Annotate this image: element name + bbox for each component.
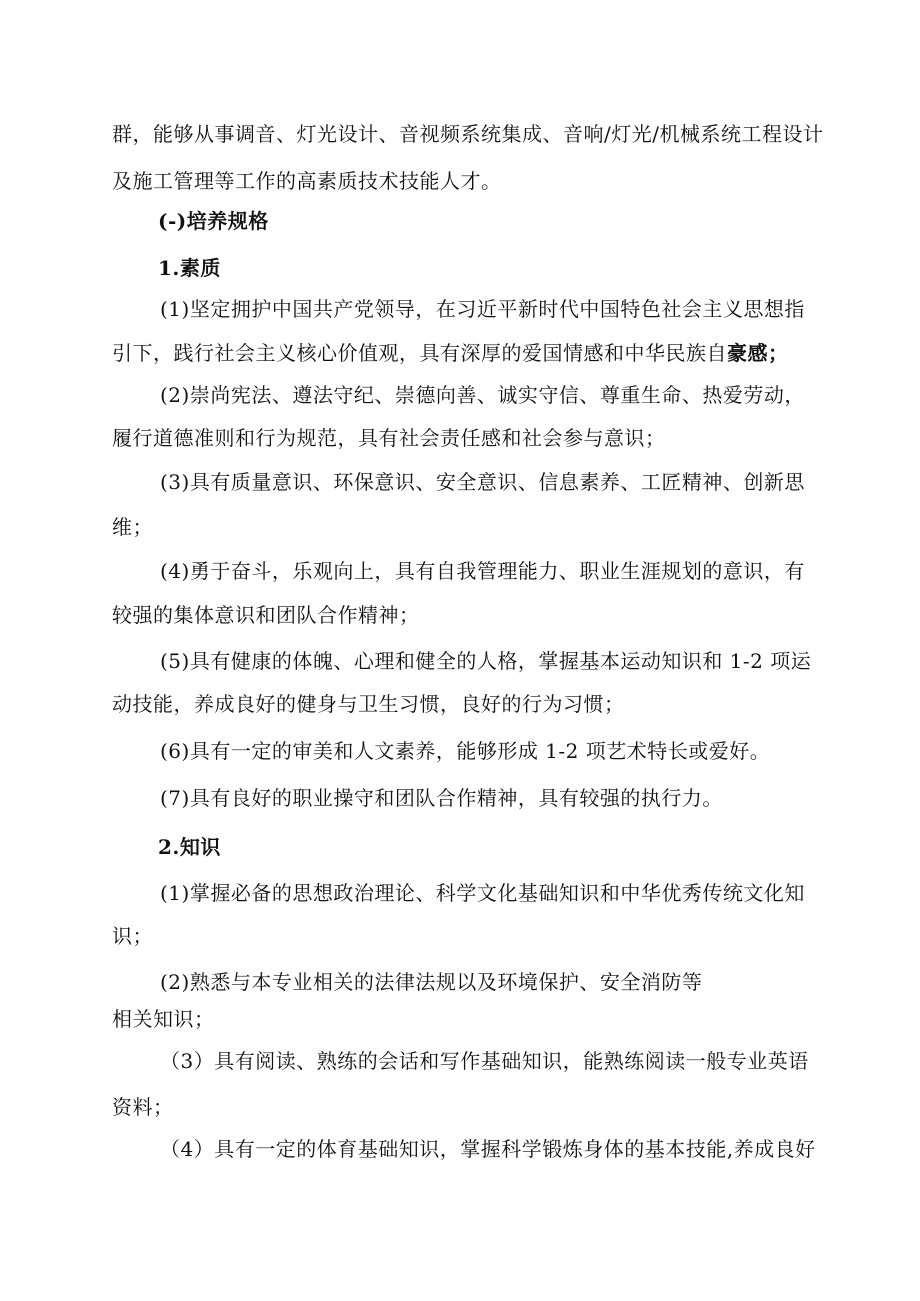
suzhi-item-4-line-2: 较强的集体意识和团队合作精神；: [112, 603, 420, 627]
section-title: (-)培养规格: [158, 209, 269, 233]
suzhi-item-5-line-1: (5)具有健康的体魄、心理和健全的人格，掌握基本运动知识和 1-2 项运: [160, 649, 812, 673]
suzhi-item-4-line-1: (4)勇于奋斗，乐观向上，具有自我管理能力、职业生涯规划的意识，有: [160, 559, 805, 583]
suzhi-item-2-line-2: 履行道德准则和行为规范，具有社会责任感和社会参与意识；: [112, 426, 666, 450]
suzhi-item-1-line-2-text: 引下，践行社会主义核心价值观，具有深厚的爱国情感和中华民族自: [112, 341, 727, 365]
zhishi-item-2-line-2: 相关知识；: [112, 1007, 215, 1031]
suzhi-heading: 1.素质: [158, 256, 221, 280]
zhishi-item-3-line-1: （3）具有阅读、熟练的会话和写作基础知识，能熟练阅读一般专业英语: [160, 1049, 809, 1073]
suzhi-item-6-line-1: (6)具有一定的审美和人文素养，能够形成 1-2 项艺术特长或爱好。: [160, 739, 771, 763]
zhishi-item-1-line-2: 识；: [112, 924, 153, 948]
suzhi-item-1-line-2-bold: 豪感；: [727, 341, 789, 365]
suzhi-item-1-line-1: (1)坚定拥护中国共产党领导，在习近平新时代中国特色社会主义思想指: [160, 297, 805, 321]
intro-line-2: 及施工管理等工作的高素质技术技能人才。: [112, 169, 502, 193]
zhishi-heading: 2.知识: [158, 835, 221, 859]
suzhi-item-5-line-2: 动技能，养成良好的健身与卫生习惯，良好的行为习惯；: [112, 692, 625, 716]
suzhi-item-3-line-1: (3)具有质量意识、环保意识、安全意识、信息素养、工匠精神、创新思: [160, 470, 805, 494]
suzhi-item-7-line-1: (7)具有良好的职业操守和团队合作精神，具有较强的执行力。: [160, 786, 723, 810]
zhishi-item-2-line-1: (2)熟悉与本专业相关的法律法规以及环境保护、安全消防等: [160, 970, 703, 994]
suzhi-item-3-line-2: 维；: [112, 515, 153, 539]
zhishi-item-1-line-1: (1)掌握必备的思想政治理论、科学文化基础知识和中华优秀传统文化知: [160, 881, 805, 905]
suzhi-item-1-line-2: [112, 339, 789, 367]
zhishi-item-3-line-2: 资料；: [112, 1095, 174, 1119]
suzhi-item-2-line-1: (2)崇尚宪法、遵法守纪、崇德向善、诚实守信、尊重生命、热爱劳动，: [160, 383, 805, 407]
zhishi-item-4-line-1: （4）具有一定的体育基础知识，掌握科学锻炼身体的基本技能,养成良好: [160, 1137, 816, 1161]
intro-line-1: 群，能够从事调音、灯光设计、音视频系统集成、音响/灯光/机械系统工程设计: [112, 122, 824, 146]
